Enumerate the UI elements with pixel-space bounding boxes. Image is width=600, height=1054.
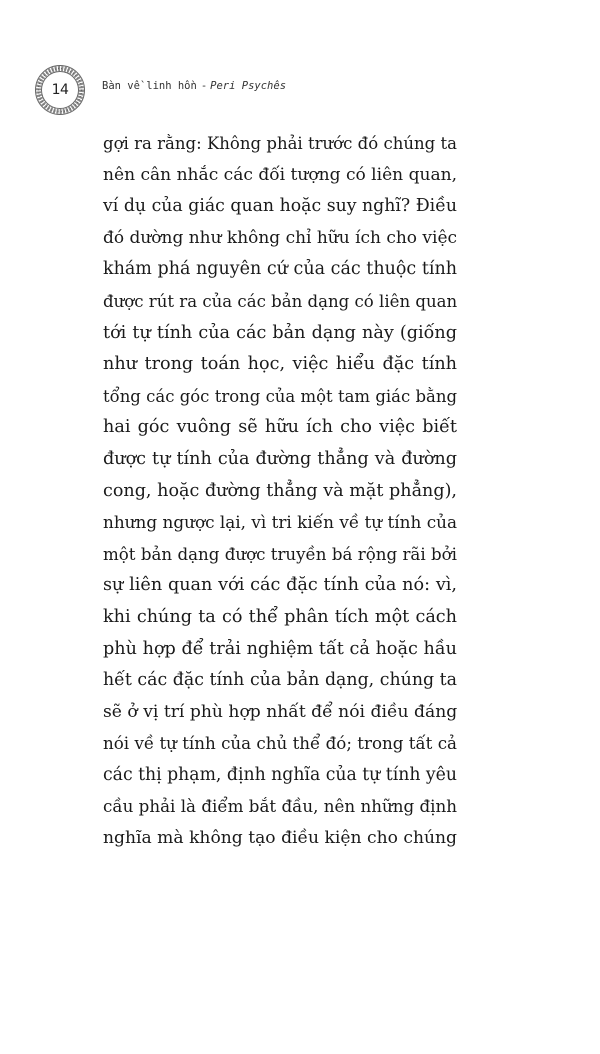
text-line: được rút ra của các bản dạng có liên quan: [103, 291, 458, 311]
text-line: ví dụ của giác quan hoặc suy nghĩ? Điều: [103, 196, 457, 217]
text-line: cầu phải là điểm bắt đầu, nên những định: [103, 796, 457, 817]
text-line: sẽ ở vị trí phù hợp nhất để nói điều đáng: [103, 701, 458, 722]
page-number: 14: [51, 82, 69, 98]
text-line: tới tự tính của các bản dạng này (giống: [103, 322, 457, 343]
text-line: nên cân nhắc các đối tượng có liên quan,: [103, 164, 458, 185]
text-line: như trong toán học, việc hiểu đặc tính: [103, 354, 457, 375]
text-line: khám phá nguyên cứ của các thuộc tính: [103, 259, 457, 280]
text-line: nhưng ngược lại, vì tri kiến về tự tính của: [103, 512, 457, 533]
book-title-greek: Peri Psychês: [210, 80, 287, 92]
text-line: các thị phạm, định nghĩa của tự tính yêu: [103, 764, 457, 785]
text-line: hết các đặc tính của bản dạng, chúng ta: [103, 670, 457, 691]
page-number-badge: [34, 64, 86, 116]
text-line: đó dường như không chỉ hữu ích cho việc: [103, 227, 457, 248]
text-line: hai góc vuông sẽ hữu ích cho việc biết: [103, 417, 457, 438]
text-line: được tự tính của đường thẳng và đường: [103, 448, 457, 469]
text-line: khi chúng ta có thể phân tích một cách: [103, 606, 457, 627]
book-title: Bàn về linh hồn: [102, 80, 197, 92]
text-line: tổng các góc trong của một tam giác bằng: [103, 386, 457, 406]
text-line: nghĩa mà không tạo điều kiện cho chúng: [103, 828, 457, 849]
text-line: một bản dạng được truyền bá rộng rãi bởi: [103, 544, 457, 564]
text-line: phù hợp để trải nghiệm tất cả hoặc hầu: [103, 638, 457, 659]
page-header: [0, 0, 600, 130]
running-title: [102, 80, 286, 92]
text-line: nói về tự tính của chủ thể đó; trong tất cả: [103, 733, 457, 754]
text-line: gợi ra rằng: Không phải trước đó chúng ta: [103, 134, 457, 153]
text-line: cong, hoặc đường thẳng và mặt phẳng),: [103, 480, 457, 501]
body-paragraph: [103, 128, 457, 855]
text-line: sự liên quan với các đặc tính của nó: vì,: [103, 575, 457, 596]
title-separator: -: [200, 80, 208, 92]
